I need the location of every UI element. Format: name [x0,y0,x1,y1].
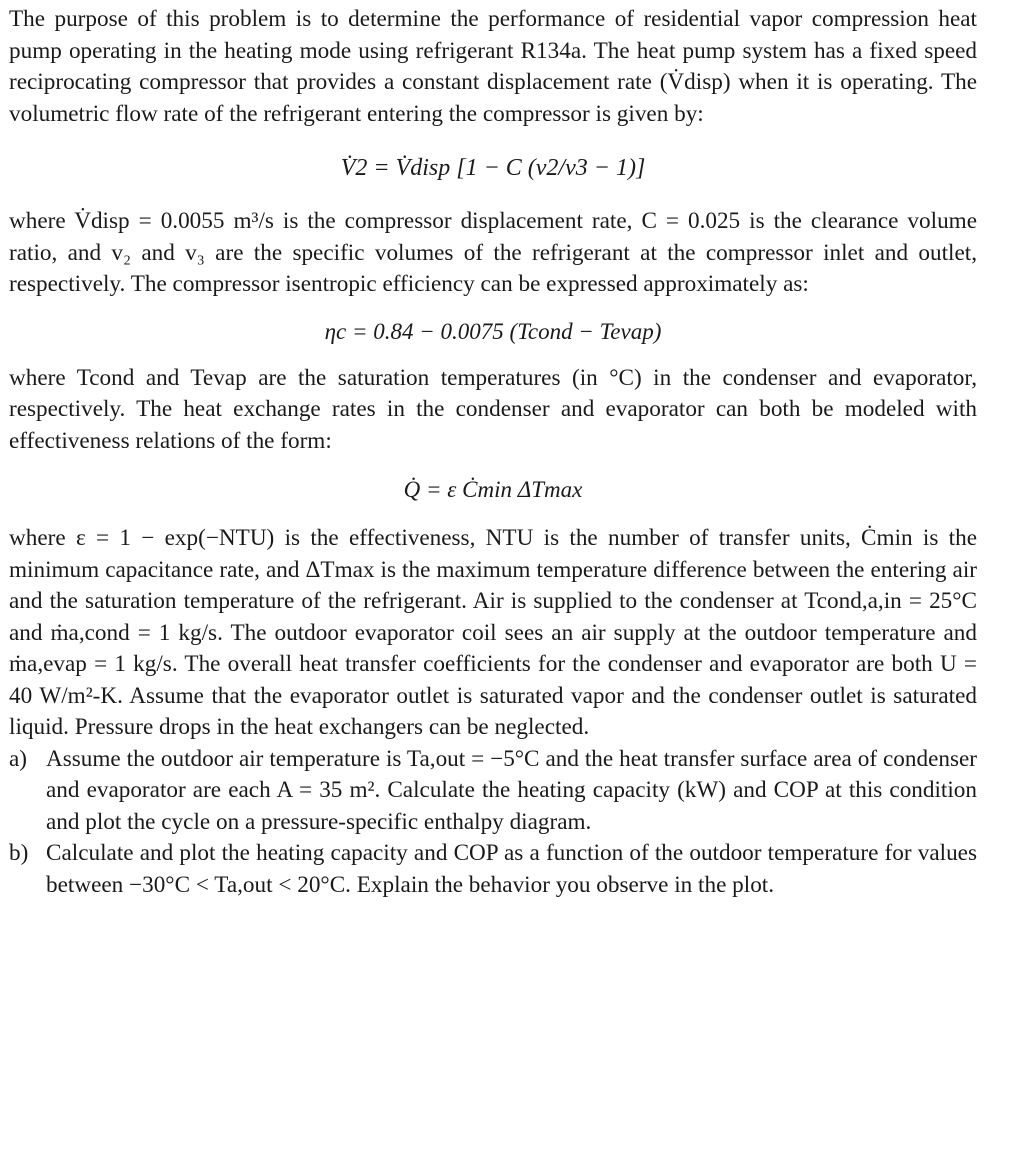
paragraph-intro: The purpose of this problem is to determine the performance of residential vapor compression heat pump operating in the heating mode using refrigerant R134a. The heat pump system has a fixed speed reciprocating compressor that provides a constant displacement rate (V̇disp) when it is operating. The volumetric flow rate of the refrigerant entering the compressor is given by: [9,6,977,127]
paragraph-temperatures: where Tcond and Tevap are the saturation temperatures (in °C) in the condenser and evaporator, respectively. The heat exchange rates in the condenser and evaporator can both be modeled with effectiveness relations of the form: [9,364,977,454]
paragraph-effectiveness: where ε = 1 − exp(−NTU) is the effectiveness, NTU is the number of transfer units, Ċmin is the minimum capacitance rate, and ΔTmax is the maximum temperature difference between the entering air and the saturation temperature of the refrigerant. Air is supplied to the condenser at Tcond,a,in = 25°C and ṁa,cond = 1 kg/s. The outdoor evaporator coil sees an air supply at the outdoor temperature and ṁa,evap = 1 kg/s. The overall heat transfer coefficients for the condenser and evaporator are both U = 40 W/m²-K. Assume that the evaporator outlet is saturated vapor and the condenser outlet is saturated liquid. Pressure drops in the heat exchangers can be neglected. [9,525,977,740]
paragraph-displacement: where V̇disp = 0.0055 m³/s is the compressor displacement rate, C = 0.025 is the clearance volume ratio, and v₂ and v₃ are the specific volumes of the refrigerant at the compressor inlet and outlet, respectively. The compressor isentropic efficiency can be expressed approximately as: [9,208,977,297]
task-marker: a) [9,745,28,772]
task-text: Calculate and plot the heating capacity and COP as a function of the outdoor temperature for values between −30°C < Ta,out < 20°C. Explain the behavior you observe in the plot. [46,840,977,898]
problem-statement [9,4,977,901]
task-list [9,744,977,902]
equation-heat-exchange: Q̇ = ε Ċmin ΔTmax [403,477,583,502]
task-marker: b) [9,840,29,866]
task-item-b [9,838,977,901]
task-item-a [9,744,977,839]
equation-volumetric-flow: V̇2 = V̇disp [1 − C (v2/v3 − 1)] [340,155,646,181]
equation-isentropic-efficiency: ηc = 0.84 − 0.0075 (Tcond − Tevap) [324,318,662,344]
task-text: Assume the outdoor air temperature is Ta,out = −5°C and the heat transfer surface area of condenser and evaporator are each A = 35 m². Calculate the heating capacity (kW) and COP at this condition and plot the cycle on a pressure-specific enthalpy diagram. [46,745,977,835]
